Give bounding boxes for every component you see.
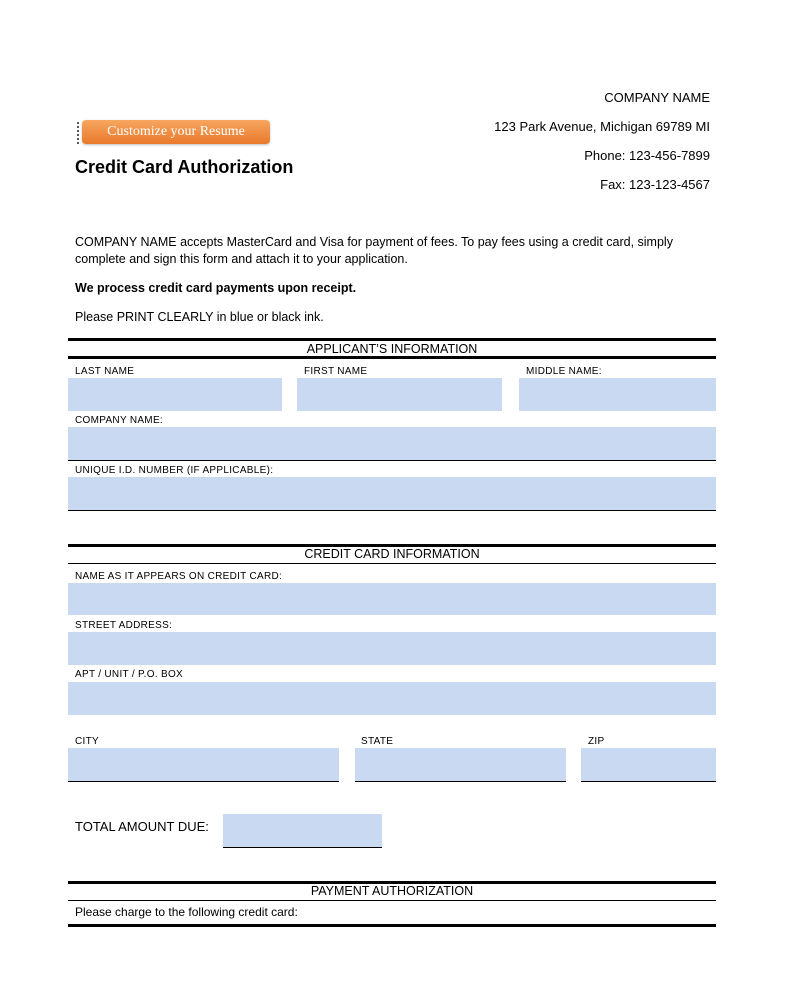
name-on-card-field[interactable]	[68, 583, 716, 615]
apt-field[interactable]	[68, 682, 716, 715]
company-name: COMPANY NAME	[604, 90, 710, 105]
city-label: CITY	[75, 736, 99, 747]
unique-id-label: UNIQUE I.D. NUMBER (IF APPLICABLE):	[75, 465, 274, 476]
total-amount-label: TOTAL AMOUNT DUE:	[75, 819, 209, 834]
street-address-field[interactable]	[68, 632, 716, 665]
intro-paragraph-line1: COMPANY NAME accepts MasterCard and Visa for payment of fees. To pay fees using a credit card, simply	[75, 235, 673, 249]
section-rule	[68, 338, 716, 341]
total-amount-field[interactable]	[223, 814, 382, 848]
last-name-field[interactable]	[68, 378, 282, 411]
state-field[interactable]	[355, 748, 566, 782]
customize-resume-button[interactable]: Customize your Resume	[82, 120, 270, 144]
document-title: Credit Card Authorization	[75, 157, 294, 177]
intro-paragraph-line2: complete and sign this form and attach it to your application.	[75, 252, 408, 266]
last-name-label: LAST NAME	[75, 366, 135, 377]
print-note: Please PRINT CLEARLY in blue or black ink.	[75, 310, 324, 324]
company-address: 123 Park Avenue, Michigan 69789 MI	[494, 119, 710, 134]
middle-name-field[interactable]	[519, 378, 716, 411]
zip-label: ZIP	[588, 736, 605, 747]
payment-section-title: PAYMENT AUTHORIZATION	[310, 884, 474, 898]
name-on-card-label: NAME AS IT APPEARS ON CREDIT CARD:	[75, 571, 283, 582]
first-name-field[interactable]	[297, 378, 502, 411]
zip-field[interactable]	[581, 748, 716, 782]
receipt-note: We process credit card payments upon receipt.	[75, 281, 357, 295]
credit-card-section-title: CREDIT CARD INFORMATION	[304, 547, 480, 561]
city-field[interactable]	[68, 748, 339, 782]
company-name-label: COMPANY NAME:	[75, 415, 163, 426]
section-rule	[68, 900, 716, 901]
company-phone: Phone: 123-456-7899	[584, 148, 710, 163]
state-label: STATE	[361, 736, 394, 747]
middle-name-label: MIDDLE NAME:	[526, 366, 602, 377]
section-rule	[68, 356, 716, 359]
company-fax: Fax: 123-123-4567	[600, 177, 710, 192]
section-rule	[68, 563, 716, 564]
first-name-label: FIRST NAME	[304, 366, 368, 377]
section-rule	[68, 924, 716, 927]
street-address-label: STREET ADDRESS:	[75, 620, 173, 631]
charge-text: Please charge to the following credit card:	[75, 905, 298, 919]
company-name-field[interactable]	[68, 427, 716, 461]
unique-id-field[interactable]	[68, 477, 716, 511]
applicant-section-title: APPLICANT’S INFORMATION	[306, 342, 478, 356]
apt-label: APT / UNIT / P.O. BOX	[75, 669, 183, 680]
